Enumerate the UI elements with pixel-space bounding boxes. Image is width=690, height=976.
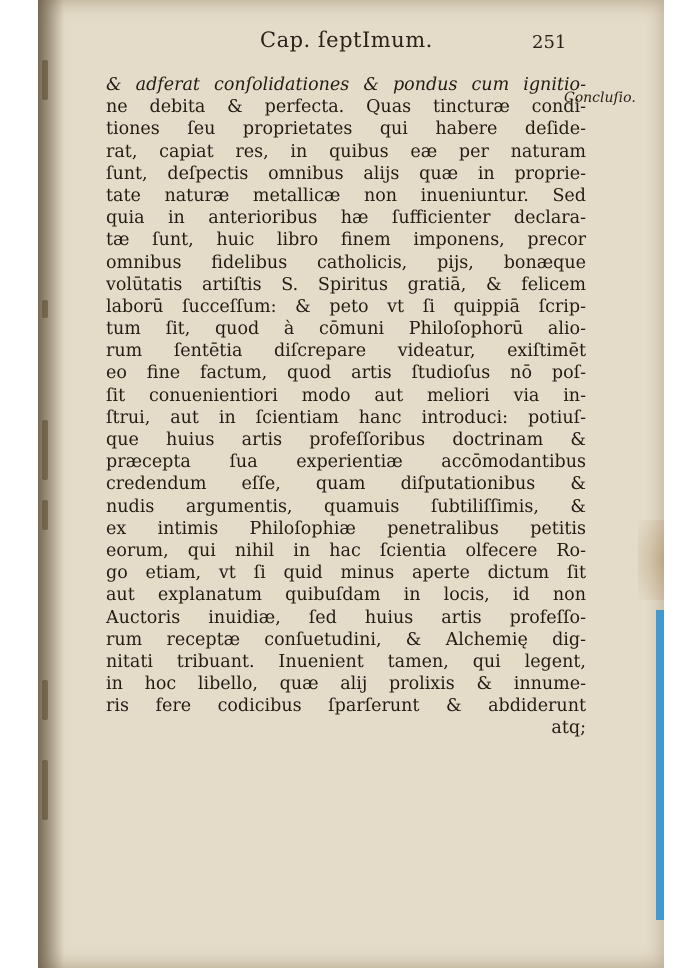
text-line: go etiam, vt ſi quid minus aperte dictum ſit [106,563,586,584]
running-head: Cap. ſeptImum. [260,28,433,52]
text-line: tate naturæ metallicæ non inueniuntur. Sed [106,185,586,206]
gutter-shadow [38,0,64,968]
text-line: nudis argumentis, quamuis ſubtiliſſimis, & [106,496,586,517]
scan-background [0,0,40,976]
text-line: rum receptæ conſuetudini, & Alchemię dig- [106,629,586,650]
text-line: eo fine factum, quod artis ſtudioſus nō poſ- [106,363,586,384]
page-header [38,28,664,58]
text-line: omnibus fidelibus catholicis, pijs, bonæque [106,252,586,273]
text-line: aut explanatum quibuſdam in locis, id non [106,585,586,606]
text-line: & adferat conſolidationes & pondus cum ignitio- [106,75,586,95]
text-line: tæ ſunt, huic libro finem imponens, precor [106,230,586,251]
book-page [38,0,664,968]
margin-note: Concluſio. [564,90,636,106]
body-text [106,74,586,740]
text-line: quia in anterioribus hæ ſufficienter declara- [106,208,586,229]
text-line: rat, capiat res, in quibus eæ per naturam [106,141,586,162]
text-line: ſit conuenientiori modo aut meliori via in- [106,385,586,406]
text-line: credendum eſſe, quam diſputationibus & [106,474,586,495]
text-line: ne debita & perfecta. Quas tincturæ condi- [106,97,586,118]
text-line: præcepta ſua experientiæ accōmodantibus [106,452,586,473]
text-line: tum ſit, quod à cōmuni Philoſophorū alio- [106,319,586,340]
text-line: volūtatis artiſtis S. Spiritus gratiā, & felicem [106,274,586,295]
page-number: 251 [532,32,567,53]
catchword: atq; [551,718,586,739]
text-line: Auctoris inuidiæ, ſed huius artis profeſſo- [106,607,586,628]
paper-stain [638,520,664,600]
text-line: que huius artis profeſſoribus doctrinam & [106,430,586,450]
text-line: rum ſentētia diſcrepare videatur, exiſtimēt [106,341,586,362]
text-line: ſtrui, aut in ſcientiam hanc introduci: potiuſ- [106,407,586,428]
text-line: ex intimis Philoſophiæ penetralibus petitis [106,518,586,539]
text-line: nitati tribuant. Inuenient tamen, qui legent, [106,651,586,672]
text-line: ris fere codicibus ſparſerunt & abdiderunt [106,696,586,717]
text-line: tiones ſeu proprietates qui habere deſide- [106,119,586,140]
text-line: laborū ſucceſſum: & peto vt ſi quippiā ſcrip- [106,296,586,317]
edge-ink-mark [656,610,664,920]
text-line: eorum, qui nihil in hac ſcientia olfecere Ro- [106,540,586,561]
text-line: ſunt, deſpectis omnibus alijs quæ in proprie- [106,163,586,184]
text-line: in hoc libello, quæ alij prolixis & innume- [106,674,586,695]
scan-bottom-edge [38,968,664,976]
